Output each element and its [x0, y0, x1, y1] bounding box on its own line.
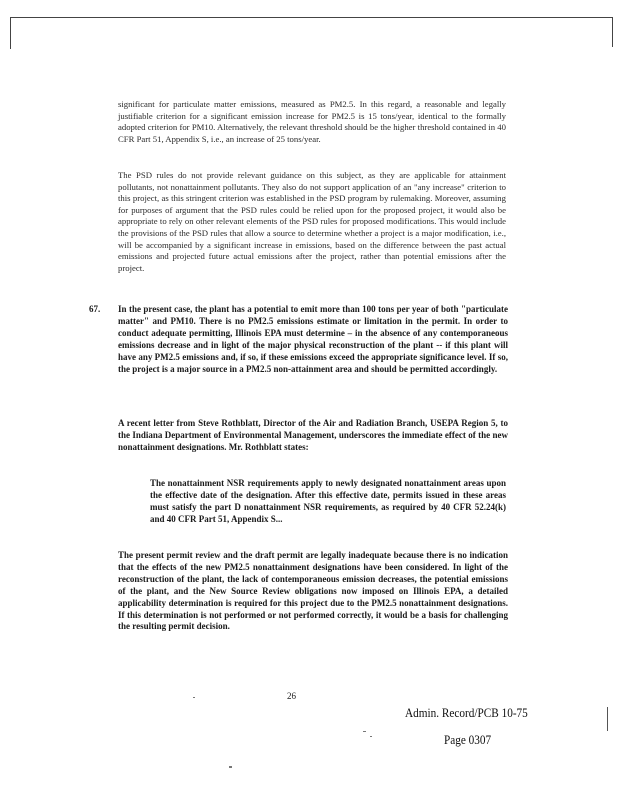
paragraph-pm25-threshold: significant for particulate matter emissions, measured as PM2.5. In this regard, a reasonable and legally justifiable criterion for a significant emission increase for PM2.5 is 15 tons/year, identical to the formally adopted criterion for PM10. Alternatively, the relevant threshold should be the higher threshold contained in 40 CFR Part 51, Appendix S, i.e., an increase of 25 tons/year. [118, 99, 506, 144]
page-stamp: Page 0307 [444, 733, 492, 747]
paragraph-rothblatt-letter: A recent letter from Steve Rothblatt, Director of the Air and Radiation Branch, USEPA Region 5, to the Indiana Department of Environmental Management, underscores the immediate effect of the new nonattainment designations. Mr. Rothblatt states: [118, 418, 508, 452]
scan-speck [370, 736, 372, 737]
paragraph-psd-rules: The PSD rules do not provide relevant guidance on this subject, as they are applicable for attainment pollutants, not nonattainment pollutants. They also do not support application of an "any increase" criterion to this project, as this stringent criterion was established in the PSD program by rulemaking. Moreover, assuming for purposes of argument that the PSD rules could be relied upon for the proposed project, it would also be appropriate to rely on other relevant elements of the PSD rules for proposed modifications. This would include the provisions of the PSD rules that allow a source to determine whether a project is a major modification, i.e., will be accompanied by a significant increase in emissions, based on the difference between the past actual emissions and projected future actual emissions after the project, rather than potential emissions after the project. [118, 170, 506, 273]
paragraph-conclusion: The present permit review and the draft permit are legally inadequate because there is no indication that the effects of the new PM2.5 nonattainment designations have been considered. In light of the reconstruction of the plant, the lack of contemporaneous emission decreases, the potential emissions of the plant, and the New Source Review obligations now imposed on Illinois EPA, a detailed applicability determination is required for this project due to the PM2.5 nonattainment designations. If this determination is not performed or not performed correctly, it would be a basis for challenging the resulting permit decision. [118, 550, 508, 632]
scan-speck [363, 731, 366, 732]
page-edge-left [10, 17, 11, 49]
page-number: 26 [287, 691, 296, 701]
item-number: 67. [89, 304, 101, 314]
admin-record-stamp: Admin. Record/PCB 10-75 [405, 706, 528, 720]
block-quote: The nonattainment NSR requirements apply to newly designated nonattainment areas upon the effective date of the designation. After this effective date, permits issued in these areas must satisfy the part D nonattainment NSR requirements, as required by 40 CFR 52.24(k) and 40 CFR Part 51, Appendix S... [150, 478, 506, 524]
page-edge-right [612, 17, 613, 47]
scan-speck [229, 766, 232, 768]
scan-margin-mark [607, 707, 608, 731]
page-edge-top [10, 17, 613, 18]
paragraph-present-case: In the present case, the plant has a potential to emit more than 100 tons per year of both "particulate matter" and PM10. There is no PM2.5 emissions estimate or limitation in the permit. In order to conduct adequate permitting, Illinois EPA must determine – in the absence of any contemporaneous emissions decrease and in light of the major physical reconstruction of the plant -- if this plant will have any PM2.5 emissions and, if so, if these emissions exceed the appropriate significance level. If so, the project is a major source in a PM2.5 non-attainment area and should be permitted accordingly. [118, 304, 508, 374]
scan-speck [193, 697, 195, 698]
